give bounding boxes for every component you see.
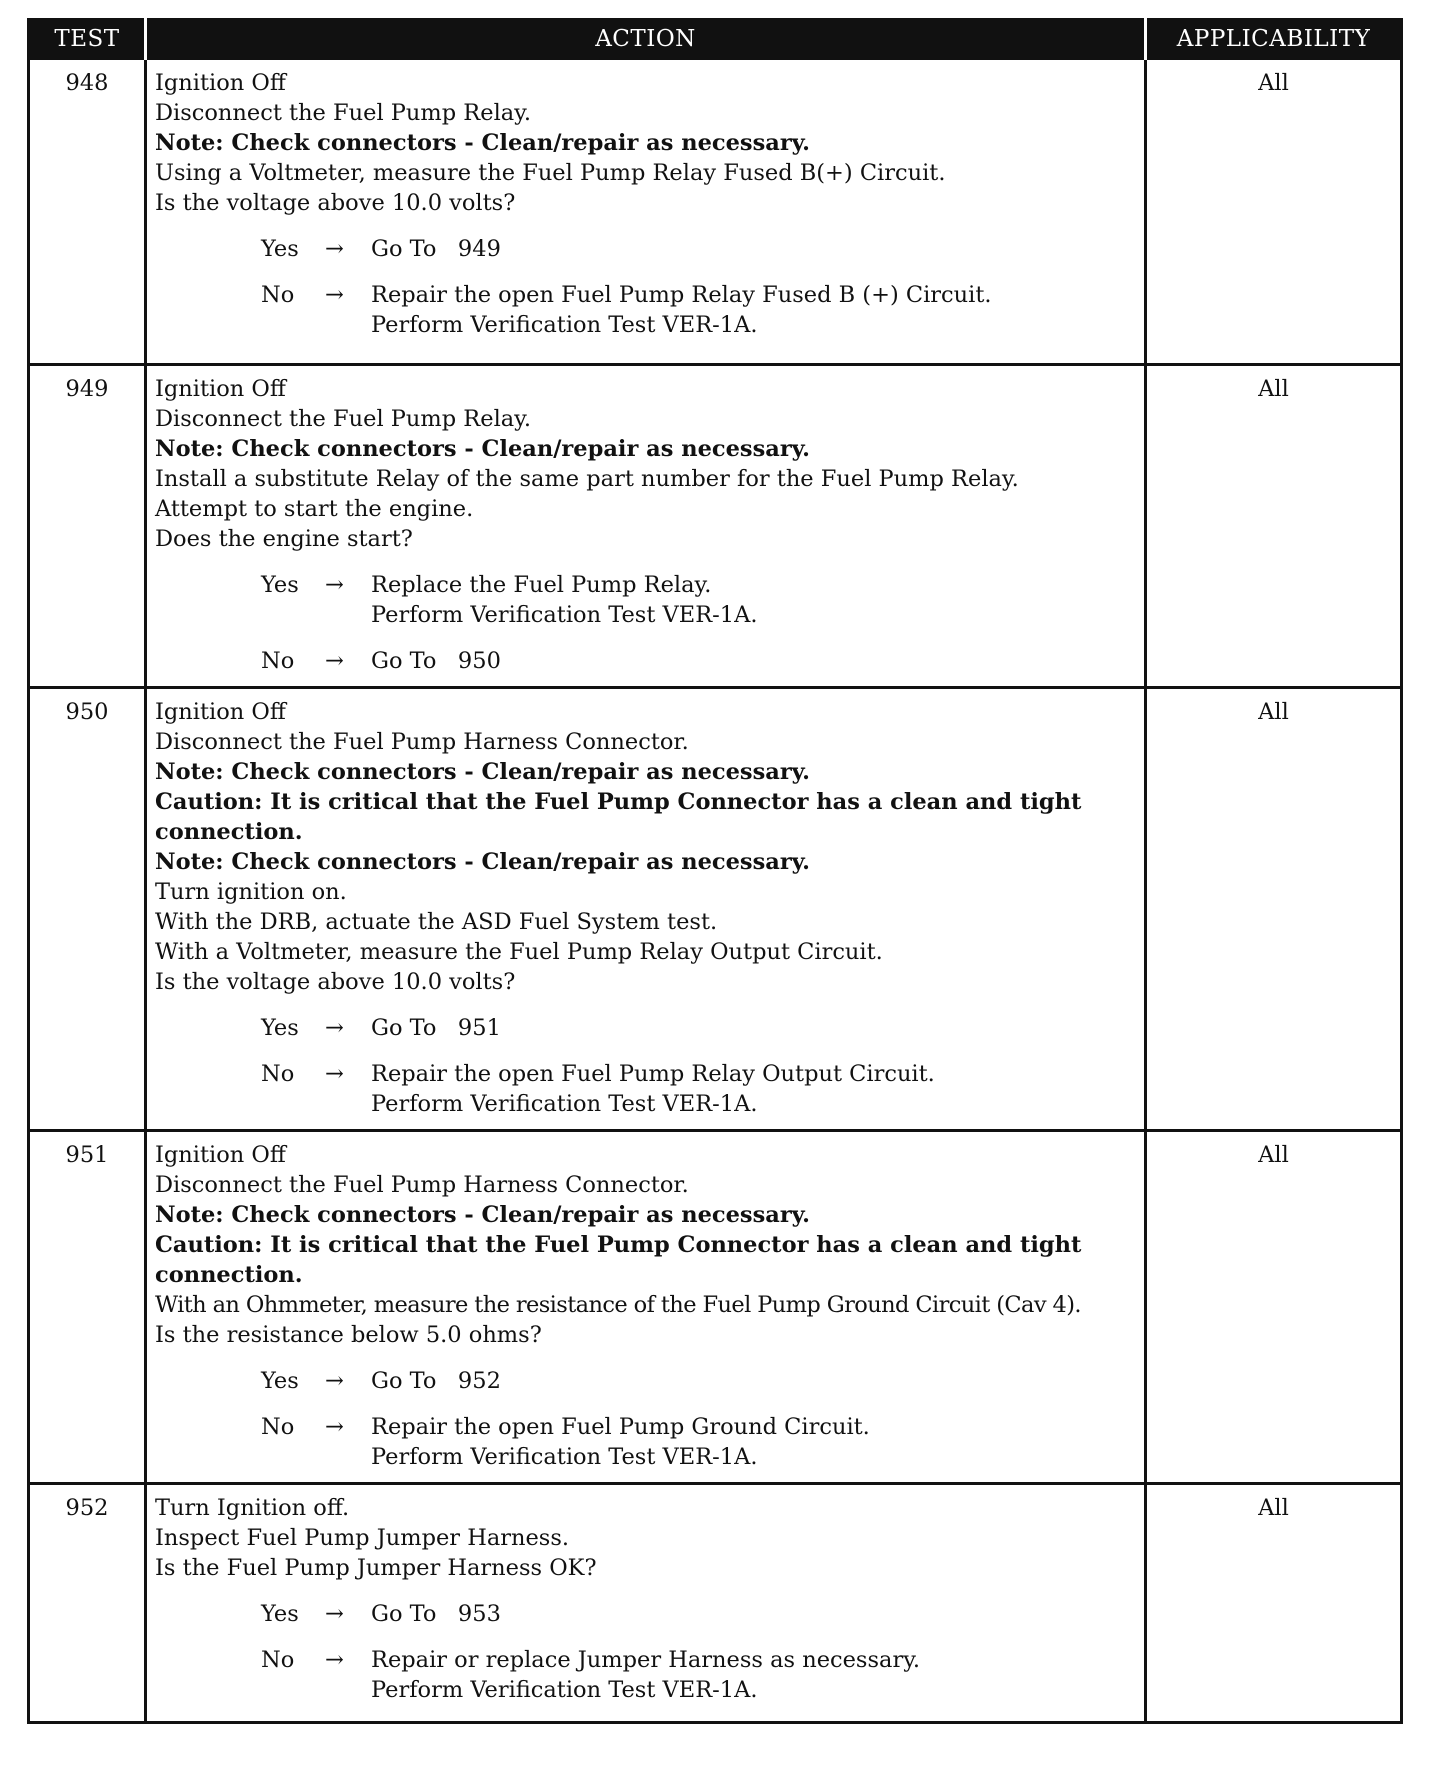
action-note-line: Note: Check connectors - Clean/repair as necessary.: [155, 759, 810, 785]
answer-branch: [261, 1013, 1140, 1043]
test-number: 950: [29, 688, 146, 1131]
right-arrow-icon: →: [325, 648, 344, 674]
action-step-line: Disconnect the Fuel Pump Harness Connector.: [155, 729, 689, 755]
answer-result: [371, 1059, 1140, 1119]
answer-label: Yes: [261, 572, 299, 598]
answer-label: No: [261, 1414, 295, 1440]
action-note-line: Caution: It is critical that the Fuel Pump Connector has a clean and tight connection.: [155, 1232, 1082, 1288]
action-step-line: Attempt to start the engine.: [155, 496, 474, 522]
action-cell: [146, 59, 1146, 365]
answer-branch: [261, 234, 1140, 264]
action-step-line: Install a substitute Relay of the same part number for the Fuel Pump Relay.: [155, 466, 1019, 492]
applicability-value: All: [1146, 1484, 1402, 1723]
action-step-line: Is the voltage above 10.0 volts?: [155, 969, 516, 995]
answer-branch: [261, 1412, 1140, 1472]
answer-result: [371, 1599, 1140, 1629]
result-line: Perform Verification Test VER-1A.: [371, 1091, 758, 1117]
applicability-value: All: [1146, 365, 1402, 688]
result-line: Perform Verification Test VER-1A.: [371, 1444, 758, 1470]
action-step-line: With the DRB, actuate the ASD Fuel System test.: [155, 909, 718, 935]
action-step-line: Does the engine start?: [155, 526, 413, 552]
action-step-line: Turn Ignition off.: [155, 1495, 350, 1521]
table-row: [29, 688, 1402, 1131]
answer-branch: [261, 646, 1140, 676]
action-step-line: Disconnect the Fuel Pump Harness Connector.: [155, 1172, 689, 1198]
action-step-line: Disconnect the Fuel Pump Relay.: [155, 406, 532, 432]
answer-label: No: [261, 282, 295, 308]
answer-label: Yes: [261, 1601, 299, 1627]
answer-result: [371, 280, 1140, 340]
answer-result: [371, 234, 1140, 264]
table-header-row: [29, 20, 1402, 59]
right-arrow-icon: →: [325, 1647, 344, 1673]
action-note-line: Note: Check connectors - Clean/repair as necessary.: [155, 436, 810, 462]
answer-branch: [261, 1599, 1140, 1629]
right-arrow-icon: →: [325, 572, 344, 598]
action-step-line: Is the resistance below 5.0 ohms?: [155, 1322, 542, 1348]
answer-label: Yes: [261, 1015, 299, 1041]
answer-result: [371, 1645, 1140, 1705]
action-step-line: With a Voltmeter, measure the Fuel Pump Relay Output Circuit.: [155, 939, 883, 965]
answer-result: [371, 646, 1140, 676]
action-note-line: Note: Check connectors - Clean/repair as necessary.: [155, 849, 810, 875]
action-note-line: Note: Check connectors - Clean/repair as necessary.: [155, 1202, 810, 1228]
answer-label: Yes: [261, 1368, 299, 1394]
answer-branch: [261, 1059, 1140, 1119]
action-note-line: Note: Check connectors - Clean/repair as necessary.: [155, 130, 810, 156]
table-row: [29, 365, 1402, 688]
header-test: TEST: [29, 20, 146, 59]
answer-result: [371, 570, 1140, 630]
result-line: Perform Verification Test VER-1A.: [371, 602, 758, 628]
action-step-line: Disconnect the Fuel Pump Relay.: [155, 100, 532, 126]
action-cell: [146, 1484, 1146, 1723]
test-number: 951: [29, 1131, 146, 1484]
test-number: 949: [29, 365, 146, 688]
test-number: 952: [29, 1484, 146, 1723]
answer-branch: [261, 280, 1140, 340]
result-line: Perform Verification Test VER-1A.: [371, 312, 758, 338]
result-line: Go To 951: [371, 1015, 501, 1041]
action-cell: [146, 688, 1146, 1131]
result-line: Go To 952: [371, 1368, 501, 1394]
answer-label: Yes: [261, 236, 299, 262]
action-step-line: Is the voltage above 10.0 volts?: [155, 190, 516, 216]
applicability-value: All: [1146, 1131, 1402, 1484]
table-body: [29, 59, 1402, 1723]
result-line: Repair the open Fuel Pump Ground Circuit.: [371, 1414, 870, 1440]
right-arrow-icon: →: [325, 1601, 344, 1627]
result-line: Perform Verification Test VER-1A.: [371, 1677, 758, 1703]
action-step-line: Ignition Off: [155, 376, 286, 402]
header-applicability: APPLICABILITY: [1146, 20, 1402, 59]
action-cell: [146, 365, 1146, 688]
table-row: [29, 59, 1402, 365]
action-note-line: Caution: It is critical that the Fuel Pump Connector has a clean and tight connection.: [155, 789, 1082, 845]
answer-result: [371, 1366, 1140, 1396]
applicability-value: All: [1146, 688, 1402, 1131]
answer-branch: [261, 1366, 1140, 1396]
result-line: Repair the open Fuel Pump Relay Output Circuit.: [371, 1061, 935, 1087]
right-arrow-icon: →: [325, 1368, 344, 1394]
action-cell: [146, 1131, 1146, 1484]
diagnostic-test-table: [27, 18, 1403, 1724]
test-number: 948: [29, 59, 146, 365]
header-action: ACTION: [146, 20, 1146, 59]
answer-result: [371, 1412, 1140, 1472]
answer-result: [371, 1013, 1140, 1043]
answer-label: No: [261, 1647, 295, 1673]
right-arrow-icon: →: [325, 282, 344, 308]
applicability-value: All: [1146, 59, 1402, 365]
result-line: Go To 949: [371, 236, 501, 262]
answer-label: No: [261, 1061, 295, 1087]
answer-branch: [261, 1645, 1140, 1705]
right-arrow-icon: →: [325, 236, 344, 262]
action-step-line: Turn ignition on.: [155, 879, 347, 905]
action-step-line: Using a Voltmeter, measure the Fuel Pump Relay Fused B(+) Circuit.: [155, 160, 946, 186]
result-line: Replace the Fuel Pump Relay.: [371, 572, 712, 598]
action-step-line: Is the Fuel Pump Jumper Harness OK?: [155, 1555, 597, 1581]
action-step-line: Ignition Off: [155, 1142, 286, 1168]
answer-branch: [261, 570, 1140, 630]
result-line: Repair or replace Jumper Harness as necessary.: [371, 1647, 921, 1673]
action-step-line: With an Ohmmeter, measure the resistance of the Fuel Pump Ground Circuit (Cav 4).: [155, 1292, 1081, 1318]
right-arrow-icon: →: [325, 1015, 344, 1041]
result-line: Go To 950: [371, 648, 501, 674]
result-line: Go To 953: [371, 1601, 501, 1627]
action-step-line: Ignition Off: [155, 699, 286, 725]
result-line: Repair the open Fuel Pump Relay Fused B (+) Circuit.: [371, 282, 992, 308]
answer-label: No: [261, 648, 295, 674]
action-step-line: Inspect Fuel Pump Jumper Harness.: [155, 1525, 570, 1551]
right-arrow-icon: →: [325, 1414, 344, 1440]
table-row: [29, 1131, 1402, 1484]
action-step-line: Ignition Off: [155, 70, 286, 96]
right-arrow-icon: →: [325, 1061, 344, 1087]
table-row: [29, 1484, 1402, 1723]
